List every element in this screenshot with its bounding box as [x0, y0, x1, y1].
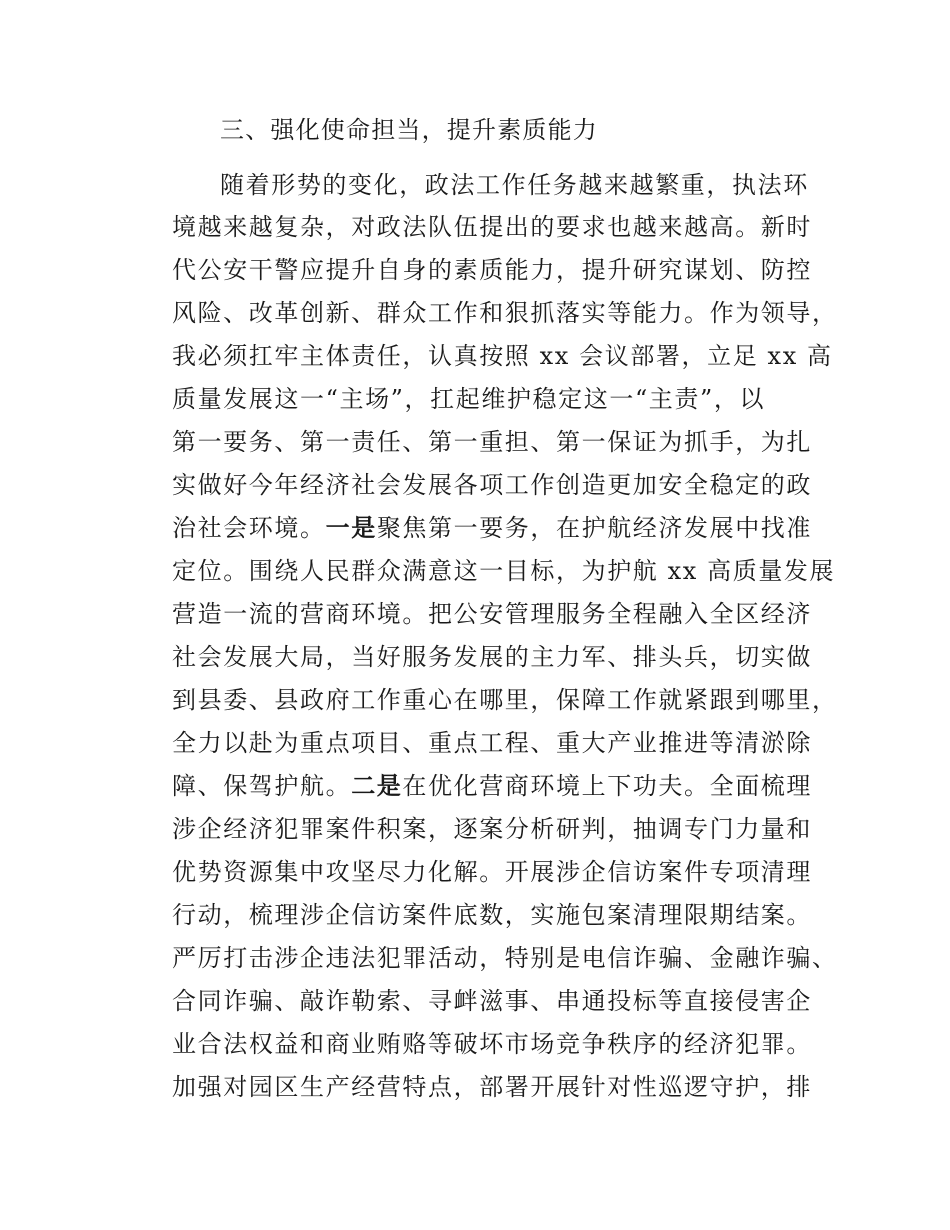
paragraph-line-2: 境越来越复杂，对政法队伍提出的要求也越来越高。新时 — [172, 213, 812, 241]
paragraph-line-15 — [172, 771, 812, 801]
paragraph-line-1: 随着形势的变化，政法工作任务越来越繁重，执法环 — [220, 171, 809, 199]
line-9-text-post: 聚焦第一要务，在护航经济发展中找准 — [376, 514, 813, 542]
paragraph-line-18: 行动，梳理涉企信访案件底数，实施包案清理限期结案。 — [172, 901, 812, 929]
paragraph-line-7: 第一要务、第一责任、第一重担、第一保证为抓手，为扎 — [172, 428, 812, 456]
paragraph-line-5: 我必须扛牢主体责任，认真按照 xx 会议部署，立足 xx 高 — [172, 342, 833, 370]
paragraph-line-14: 全力以赴为重点项目、重点工程、重大产业推进等清淤除 — [172, 729, 812, 757]
paragraph-line-4: 风险、改革创新、群众工作和狠抓落实等能力。作为领导， — [172, 299, 838, 327]
line-15-text-post: 在优化营商环境上下功夫。全面梳理 — [402, 772, 813, 800]
paragraph-line-11: 营造一流的营商环境。把公安管理服务全程融入全区经济 — [172, 600, 812, 628]
paragraph-line-12: 社会发展大局，当好服务发展的主力军、排头兵，切实做 — [172, 643, 812, 671]
paragraph-line-19: 严厉打击涉企违法犯罪活动，特别是电信诈骗、金融诈骗、 — [172, 944, 838, 972]
paragraph-line-13: 到县委、县政府工作重心在哪里，保障工作就紧跟到哪里， — [172, 686, 838, 714]
paragraph-line-17: 优势资源集中攻坚尽力化解。开展涉企信访案件专项清理 — [172, 858, 812, 886]
point-two-marker: 二是 — [351, 771, 403, 800]
paragraph-line-10: 定位。围绕人民群众满意这一目标，为护航 xx 高质量发展 — [172, 557, 836, 585]
line-15-text-pre: 障、保驾护航。 — [172, 772, 352, 800]
paragraph-line-20: 合同诈骗、敲诈勒索、寻衅滋事、串通投标等直接侵害企 — [172, 987, 812, 1015]
paragraph-line-8: 实做好今年经济社会发展各项工作创造更加安全稳定的政 — [172, 471, 812, 499]
paragraph-line-9 — [172, 513, 812, 543]
section-heading: 三、强化使命担当，提升素质能力 — [220, 116, 598, 144]
paragraph-line-16: 涉企经济犯罪案件积案，逐案分析研判，抽调专门力量和 — [172, 815, 812, 843]
paragraph-line-6: 质量发展这一“主场”，扛起维护稳定这一“主责”，以 — [172, 385, 766, 413]
paragraph-line-3: 代公安干警应提升自身的素质能力，提升研究谋划、防控 — [172, 256, 812, 284]
paragraph-line-21: 业合法权益和商业贿赂等破坏市场竞争秩序的经济犯罪。 — [172, 1030, 812, 1058]
paragraph-line-22: 加强对园区生产经营特点，部署开展针对性巡逻守护，排 — [172, 1073, 812, 1101]
line-9-text-pre: 治社会环境。 — [172, 514, 326, 542]
point-one-marker: 一是 — [325, 513, 377, 542]
